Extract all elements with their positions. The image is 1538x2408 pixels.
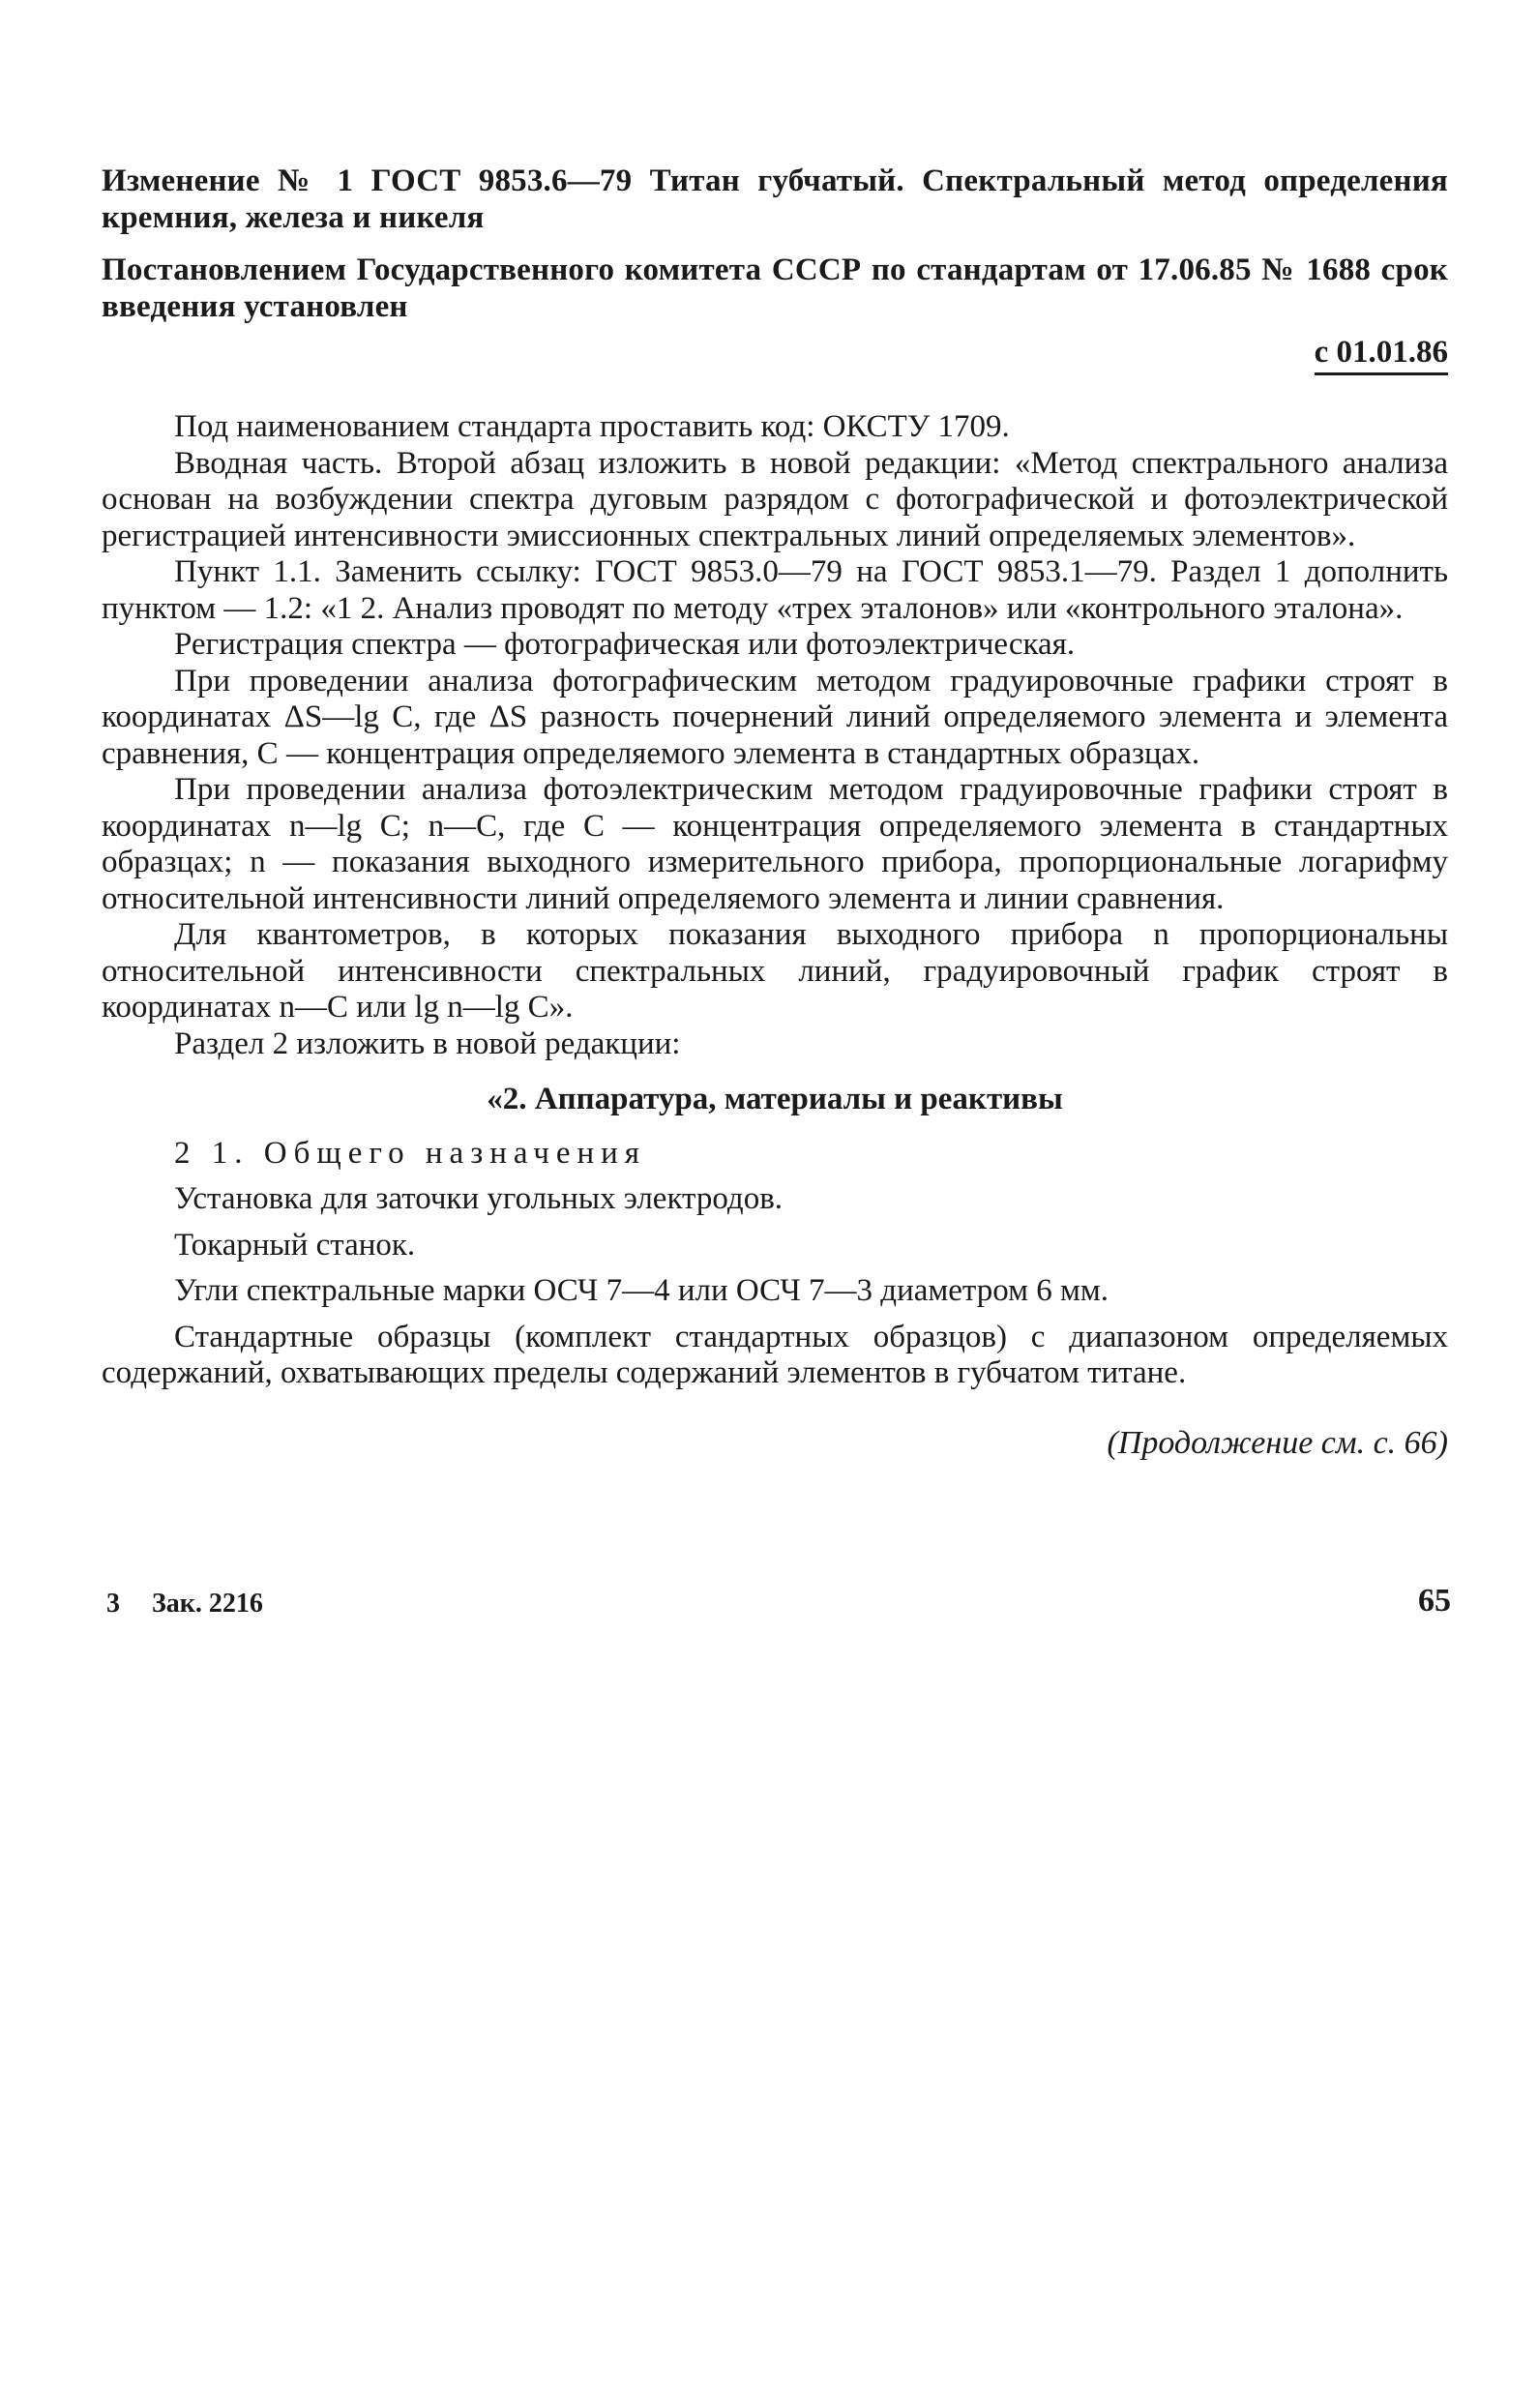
page-number: 65 <box>1418 1583 1451 1619</box>
section-title: «2. Аппаратура, материалы и реактивы <box>487 1082 1063 1116</box>
list-item: Стандартные образцы (комплект стандартных образцов) с диапазоном определяемых содержаний, охватывающих пределы содержаний элементов в губчатом титане. <box>102 1319 1448 1390</box>
page-footer <box>106 1583 1451 1620</box>
document-body <box>102 409 1448 1461</box>
paragraph-section-2-intro: Раздел 2 изложить в новой редакции: <box>174 1026 681 1061</box>
signature-mark: 3 <box>106 1589 120 1619</box>
document-content <box>102 163 1448 1461</box>
list-item: Токарный станок. <box>174 1227 416 1263</box>
amendment-title: Изменение № 1 ГОСТ 9853.6—79 Титан губчатый. Спектральный метод определения кремния, железа и никеля <box>102 164 1448 235</box>
list-item: Угли спектральные марки ОСЧ 7—4 или ОСЧ 7—3 диаметром 6 мм. <box>174 1273 1109 1308</box>
paragraph-photographic: При проведении анализа фотографическим методом градуировочные графики строят в координатах ΔS—lg C, где ΔS разность почернений линий определяемого элемента и элемента сравнения, C — концентрация определяемого элемента в стандартных образцах. <box>102 663 1448 771</box>
order-number: Зак. 2216 <box>152 1589 263 1619</box>
list-item: Установка для заточки угольных электродов. <box>174 1181 784 1216</box>
paragraph-quantometers: Для квантометров, в которых показания выходного прибора n пропорциональны относительной интенсивности спектральных линий, градуировочный график строят в координатах n—C или lg n—lg C». <box>102 917 1448 1025</box>
paragraph-code: Под наименованием стандарта проставить код: ОКСТУ 1709. <box>174 409 1010 444</box>
subsection-title: 2 1. Общего назначения <box>174 1135 646 1171</box>
paragraph-registration: Регистрация спектра — фотографическая или фотоэлектрическая. <box>174 627 1076 662</box>
paragraph-intro: Вводная часть. Второй абзац изложить в новой редакции: «Метод спектрального анализа основан на возбуждении спектра дуговым разрядом с фотографической и фотоэлектрической регистрацией интенсивности эмиссионных спектральных линий определяемых элементов». <box>102 445 1448 553</box>
continuation-note: (Продолжение см. с. 66) <box>1107 1424 1448 1461</box>
decree-line: Постановлением Государственного комитета СССР по стандартам от 17.06.85 № 1688 срок введения установлен <box>102 253 1448 324</box>
effective-date-text: с 01.01.86 <box>1315 335 1448 375</box>
paragraph-photoelectric: При проведении анализа фотоэлектрическим методом градуировочные графики строят в координатах n—lg C; n—C, где C — концентрация определяемого элемента в стандартных образцах; n — показания выходного измерительного прибора, пропорциональные логарифму относительной интенсивности линий определяемого элемента и линии сравнения. <box>102 772 1448 916</box>
effective-date <box>102 335 1448 371</box>
paragraph-clause-1-1: Пункт 1.1. Заменить ссылку: ГОСТ 9853.0—79 на ГОСТ 9853.1—79. Раздел 1 дополнить пунктом — 1.2: «1 2. Анализ проводят по методу «трех эталонов» или «контрольного эталона». <box>102 554 1448 626</box>
